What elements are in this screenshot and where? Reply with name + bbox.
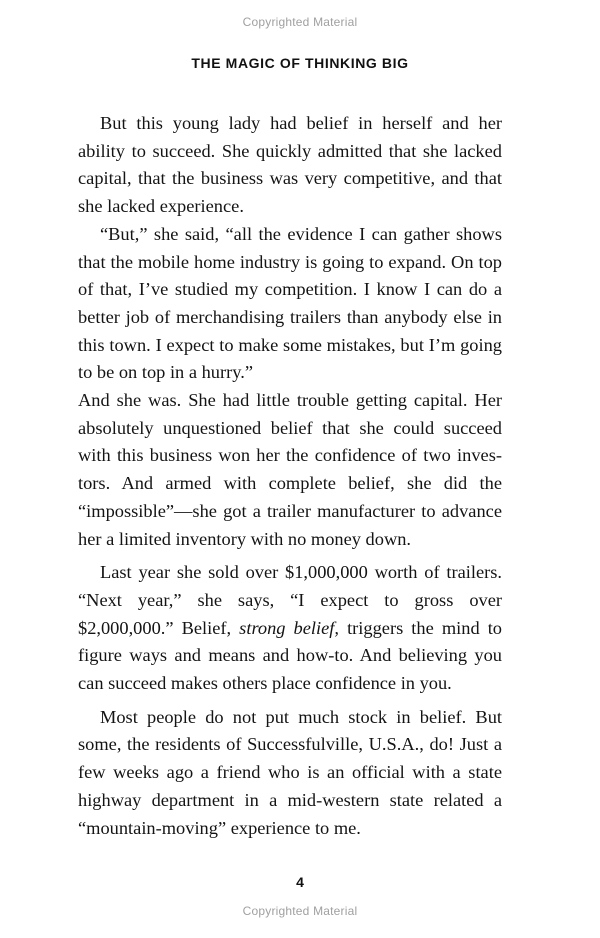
paragraph-text: Last year she sold over $1,000,000 worth of trailers. “Next year,” she says, “I expect to gross over $2,000,000.” Belief, [78,562,502,638]
paragraph-text: triggers the mind to figure ways and means and how-to. And believing you can succeed makes others place confidence in you. [78,617,503,694]
paragraph: “But,” she said, “all the evidence I can gather shows that the mobile home industry is going to expand. On top of that, I’ve studied my competition. I know I can do a better job of merchandising trailers than anybody else in this town. I expect to make some mistakes, but I’m going to be on top in a hurry.” [78,223,502,383]
paragraph: Most people do not put much stock in belief. But some, the residents of Successfulville, U.S.A., do! Just a few weeks ago a friend who is an official with a state highway department in a mid-western state related a “mountain-moving” experience to me. [78,706,502,838]
emphasis-text: strong belief, [239,617,340,638]
paragraph: But this young lady had belief in herself and her ability to succeed. She quickly admitted that she lacked capital, that the business was very competitive, and that she lacked experience. [78,113,502,217]
copyright-watermark-top: Copyrighted Material [242,15,358,29]
running-head: THE MAGIC OF THINKING BIG [191,55,409,71]
copyright-watermark-bottom: Copyrighted Material [242,904,358,918]
paragraph [78,559,502,698]
page-number: 4 [296,874,304,890]
page-body [78,110,502,842]
paragraph: And she was. She had little trouble getting capital. Her absolutely unquestioned belief that she could succeed with this business won her the confidence of two investors. And armed with complete belief, she did the “impossible”—she got a trailer manufacturer to advance her a limited inventory with no money down. [78,390,502,549]
